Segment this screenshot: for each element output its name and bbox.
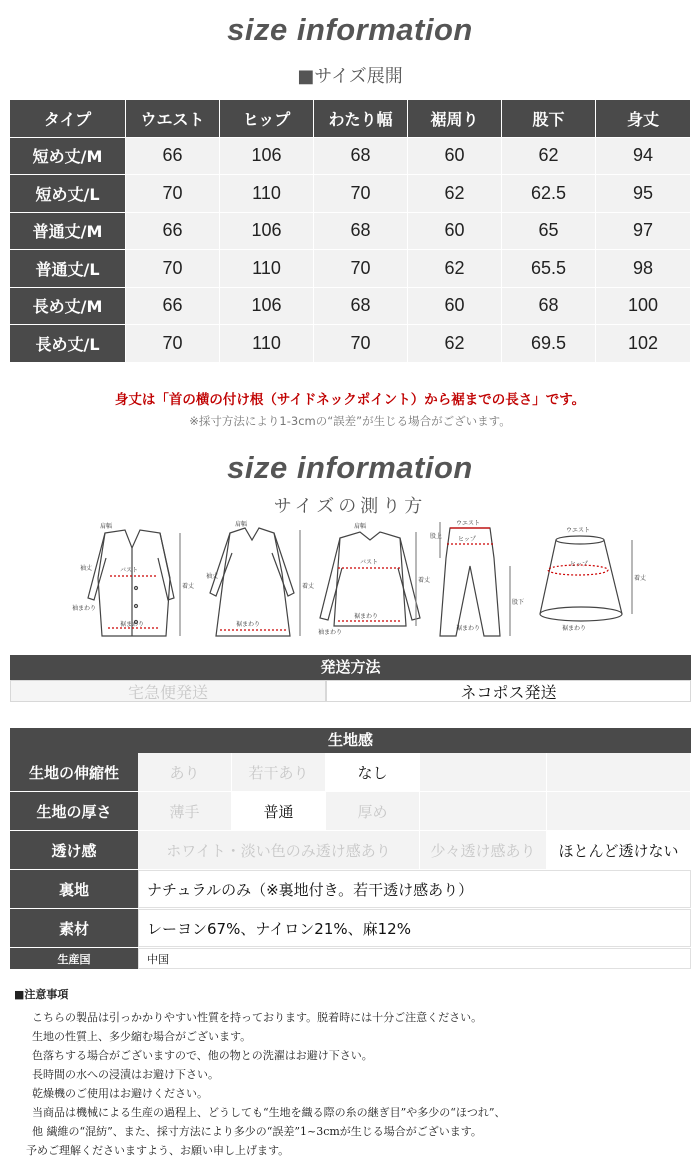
shipping-option-nekopos: ネコポス発送 [326,680,691,702]
fabric-option-selected: なし [326,753,420,791]
table-cell: 98 [596,250,691,288]
table-row [10,213,691,251]
fabric-option: ホワイト・淡い色のみ透け感あり [138,831,420,869]
skirt-length-label: 着丈 [634,575,647,582]
table-cell: 97 [596,213,691,251]
table-row [10,325,691,363]
table-cell: 68 [502,288,596,326]
table-cell: 66 [126,138,220,176]
fabric-option: 薄手 [138,792,232,830]
table-cell: 69.5 [502,325,596,363]
caution-line: 長時間の水への浸漬はお避け下さい。 [32,1068,219,1081]
pants-hip-label: ヒップ [458,536,476,543]
sweater-cuff-label: 袖まわり [318,629,343,636]
dress-hem-label: 裾まわり [236,621,261,628]
table-cell: 94 [596,138,691,176]
shipping-option-takkyubin: 宅急便発送 [10,680,326,702]
pants-inseam-label: 股下 [512,599,525,606]
table-cell: 110 [220,175,314,213]
size-chart-subtitle: ■サイズ展開 [297,66,403,87]
caution-line: 色落ちする場合がございますので、他の物との洗濯はお避け下さい。 [32,1049,373,1062]
table-cell: 62 [408,175,502,213]
row-header: 長め丈/M [10,288,126,326]
table-cell: 106 [220,213,314,251]
fabric-section [10,728,691,970]
table-cell: 65 [502,213,596,251]
fabric-title: 生地感 [10,728,691,753]
dress-shoulder-label: 肩幅 [235,521,248,528]
column-header: 裾周り [408,100,502,138]
fabric-option-selected: ほとんど透けない [547,831,691,869]
row-header: 普通丈/M [10,213,126,251]
column-header: タイプ [10,100,126,138]
table-row [10,138,691,176]
table-header-row [10,100,691,138]
fabric-origin-value: 中国 [138,948,691,969]
table-cell: 70 [314,175,408,213]
dress-diagram [210,528,300,636]
sweater-length-label: 着丈 [418,577,431,584]
shipping-title: 発送方法 [10,655,691,680]
fabric-material-row [10,909,691,948]
size-table [10,100,691,363]
table-cell: 66 [126,288,220,326]
fabric-option-selected: 普通 [232,792,326,830]
fabric-material-label: 素材 [10,909,138,947]
section-heading: size information [227,450,473,485]
cautions-title: ■注意事項 [14,988,69,1001]
table-row [10,288,691,326]
table-cell: 106 [220,138,314,176]
section-heading: size information [227,12,473,47]
table-cell: 66 [126,213,220,251]
row-header: 普通丈/L [10,250,126,288]
caution-line: 予めご理解くださいますよう、お願い申し上げます。 [26,1144,290,1157]
row-header: 長め丈/L [10,325,126,363]
table-cell: 62.5 [502,175,596,213]
table-cell: 68 [314,138,408,176]
column-header: 身丈 [596,100,691,138]
dress-length-label: 着丈 [302,583,315,590]
dress-sleeve-label: 袖丈 [206,573,219,580]
caution-line: 生地の性質上、多少縮む場合がございます。 [32,1030,252,1043]
table-cell: 70 [126,250,220,288]
fabric-lining-label: 裏地 [10,870,138,908]
table-row [10,250,691,288]
table-cell: 68 [314,288,408,326]
table-cell: 110 [220,250,314,288]
caution-line: こちらの製品は引っかかりやすい性質を持っております。脱着時には十分ご注意ください。 [32,1011,483,1024]
table-cell: 62 [502,138,596,176]
table-cell: 70 [314,325,408,363]
coat-hem-label: 裾まわり [120,621,145,628]
skirt-waist-label: ウエスト [566,527,591,534]
fabric-empty-cell [420,753,547,791]
table-cell: 110 [220,325,314,363]
coat-cuff-label: 袖まわり [72,605,97,612]
table-cell: 60 [408,213,502,251]
coat-bust-label: バスト [120,567,139,574]
fabric-lining-row [10,870,691,909]
measurement-diagrams [70,518,647,648]
caution-line: 乾燥機のご使用はお避けください。 [32,1087,208,1100]
table-cell: 62 [408,250,502,288]
fabric-option: 少々透け感あり [420,831,547,869]
column-header: 股下 [502,100,596,138]
skirt-hem-label: 裾まわり [562,625,587,632]
column-header: ヒップ [220,100,314,138]
table-cell: 68 [314,213,408,251]
fabric-sheer-row [10,831,691,870]
skirt-diagram [540,536,632,621]
sweater-diagram [320,532,420,626]
length-definition-note: 身丈は「首の横の付け根（サイドネックポイント）から裾までの長さ」です。 [114,392,586,408]
fabric-empty-cell [547,792,691,830]
row-header: 短め丈/M [10,138,126,176]
fabric-material-value: レーヨン67%、ナイロン21%、麻12% [138,909,691,947]
fabric-stretch-label: 生地の伸縮性 [10,753,138,791]
fabric-empty-cell [420,792,547,830]
sweater-shoulder-label: 肩幅 [354,523,367,530]
column-header: ウエスト [126,100,220,138]
coat-sleeve-label: 袖丈 [80,565,93,572]
row-header: 短め丈/L [10,175,126,213]
table-cell: 62 [408,325,502,363]
column-header: わたり幅 [314,100,408,138]
coat-shoulder-label: 肩幅 [100,523,113,530]
cautions-section [14,986,694,1160]
fabric-option: 若干あり [232,753,326,791]
fabric-origin-label: 生産国 [10,948,138,969]
table-cell: 102 [596,325,691,363]
table-cell: 70 [314,250,408,288]
sweater-hem-label: 裾まわり [354,613,379,620]
table-cell: 106 [220,288,314,326]
coat-length-label: 着丈 [182,583,195,590]
measure-subtitle: サイズの測り方 [273,496,427,517]
table-cell: 70 [126,175,220,213]
table-cell: 60 [408,138,502,176]
fabric-stretch-row [10,753,691,792]
caution-line: 当商品は機械による生産の過程上、どうしても“生地を織る際の糸の継ぎ目”や多少の“ほつれ”、 [32,1106,506,1119]
measurement-error-note: ※採寸方法により1-3cmの“誤差”が生じる場合がございます。 [189,414,511,428]
table-cell: 60 [408,288,502,326]
skirt-hip-label: ヒップ [570,561,588,568]
pants-rise-label: 股上 [430,533,443,540]
fabric-empty-cell [547,753,691,791]
fabric-origin-row [10,948,691,970]
table-cell: 95 [596,175,691,213]
fabric-option: 厚め [326,792,420,830]
shipping-options [10,680,691,702]
fabric-thickness-label: 生地の厚さ [10,792,138,830]
sweater-bust-label: バスト [360,559,379,566]
table-cell: 70 [126,325,220,363]
fabric-sheer-label: 透け感 [10,831,138,869]
table-cell: 100 [596,288,691,326]
pants-waist-label: ウエスト [456,520,481,527]
pants-hem-label: 裾まわり [456,625,481,632]
table-row [10,175,691,213]
table-cell: 65.5 [502,250,596,288]
caution-line: 他 繊維の“混紡”、また、採寸方法により多少の“誤差”1~3cmが生じる場合がございます。 [32,1125,482,1138]
fabric-thickness-row [10,792,691,831]
fabric-option: あり [138,753,232,791]
shipping-section [10,655,691,702]
fabric-lining-value: ナチュラルのみ（※裏地付き。若干透け感あり） [138,870,691,908]
